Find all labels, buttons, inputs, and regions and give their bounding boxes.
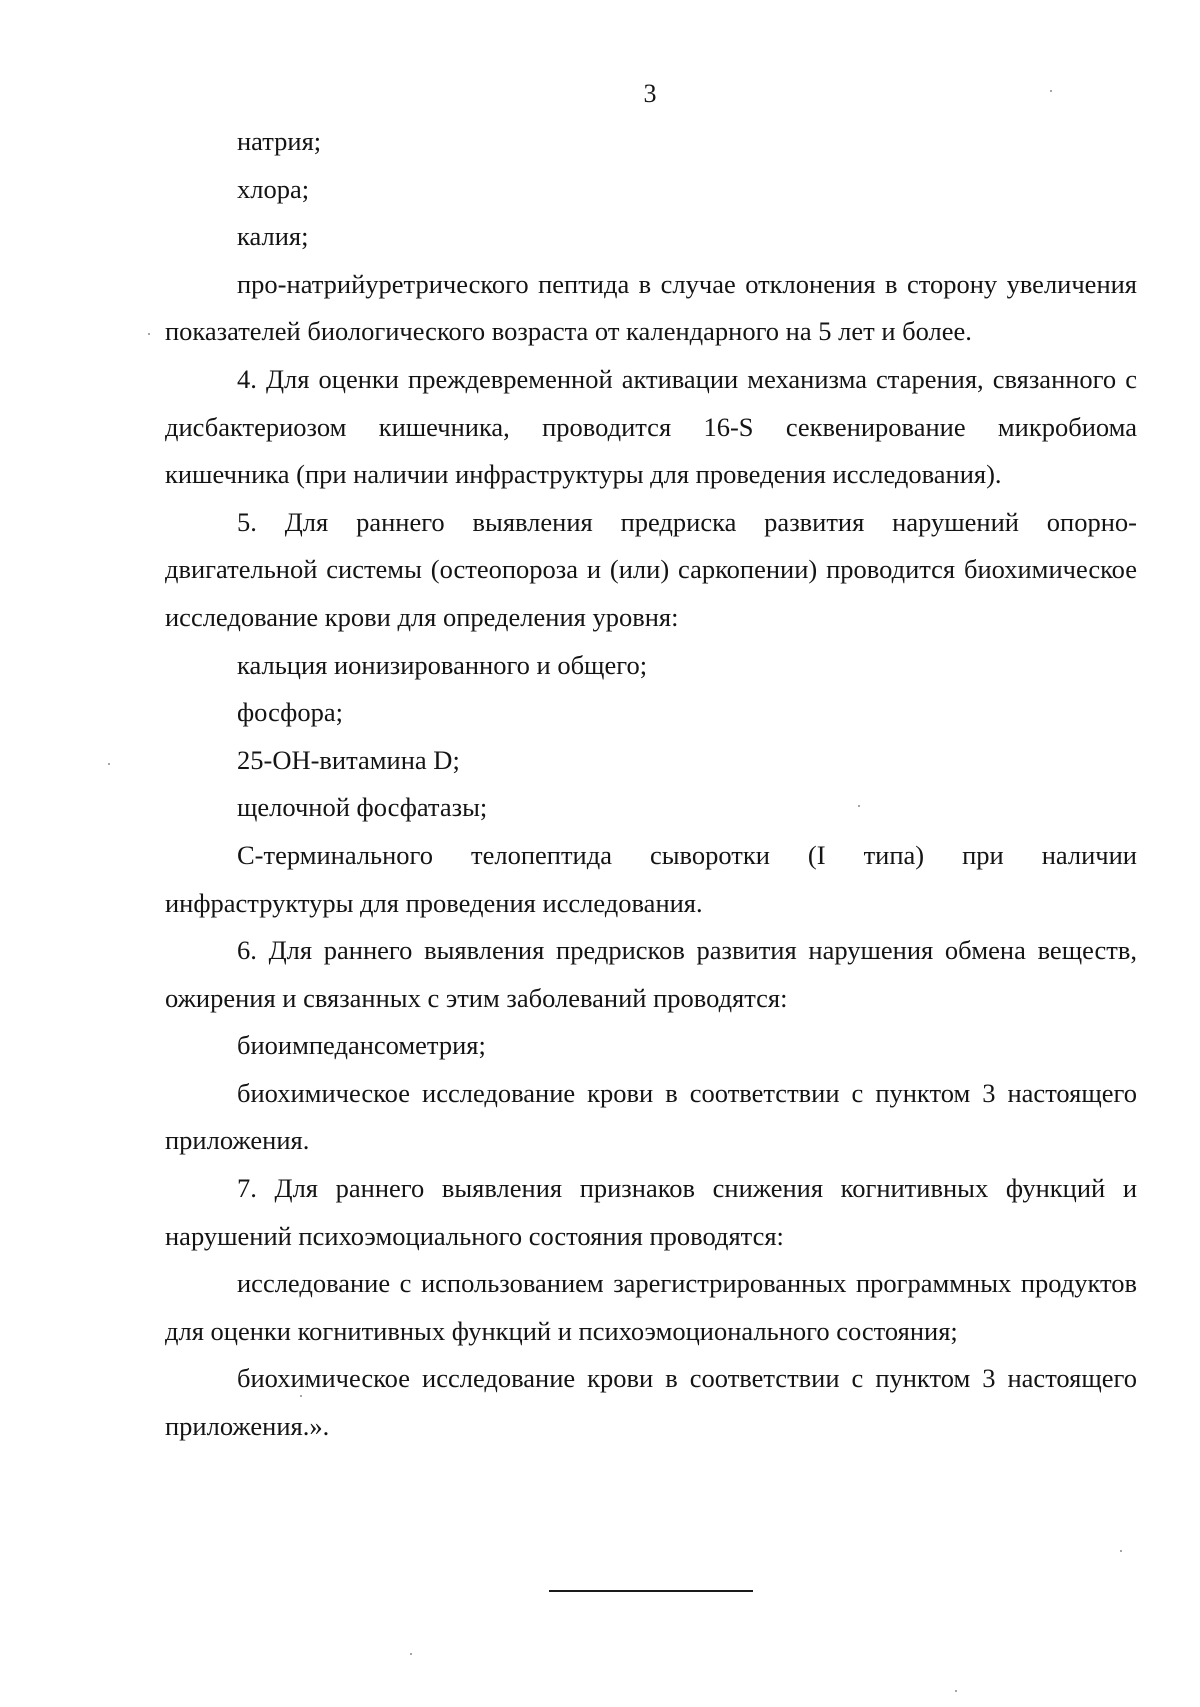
- scan-speck: [300, 1395, 302, 1397]
- list-item-potassium: калия;: [237, 221, 309, 252]
- list-item-chlorine: хлора;: [237, 173, 310, 204]
- list-item-phosphorus: фосфора;: [237, 697, 343, 728]
- scan-speck: [1120, 1550, 1122, 1552]
- list-item-biochem-blood-test-7: биохимическое исследование крови в соответствии с пунктом 3 настоящего приложения.».: [165, 1363, 1137, 1442]
- scan-speck: [410, 1653, 412, 1655]
- list-item-alkaline-phosphatase: щелочной фосфатазы;: [237, 792, 488, 823]
- document-body: [165, 118, 1137, 1451]
- list-item-calcium: кальция ионизированного и общего;: [237, 649, 648, 680]
- clause-5: 5. Для раннего выявления предриска развития нарушений опорно-двигательной системы (остеопороза и (или) саркопении) проводится биохимическое исследование крови для определения уровня:: [165, 506, 1137, 632]
- page-number: 3: [643, 79, 657, 108]
- scan-speck: [955, 1690, 957, 1692]
- list-item-vitamin-d: 25-ОН-витамина D;: [237, 744, 460, 775]
- scan-speck: [858, 805, 860, 807]
- clause-6: 6. Для раннего выявления предрисков развития нарушения обмена веществ, ожирения и связанных с этим заболеваний проводятся:: [165, 935, 1137, 1013]
- list-item-cognitive-software: исследование с использованием зарегистрированных программных продуктов для оценки когнитивных функций и психоэмоционального состояния;: [165, 1268, 1137, 1346]
- list-item-bioimpedance: биоимпедансометрия;: [237, 1030, 486, 1061]
- scan-speck: [148, 333, 150, 335]
- clause-7: 7. Для раннего выявления признаков снижения когнитивных функций и нарушений психоэмоциального состояния проводятся:: [165, 1173, 1137, 1251]
- list-item-c-telopeptide: С-терминального телопептида сыворотки (I типа) при наличии инфраструктуры для проведения исследования.: [165, 839, 1137, 918]
- closing-rule: [549, 1590, 753, 1592]
- clause-4: 4. Для оценки преждевременной активации механизма старения, связанного с дисбактериозом кишечника, проводится 16-S секвенирование микробиома кишечника (при наличии инфраструктуры для проведения исследования).: [165, 363, 1137, 490]
- list-item-natriuretic-peptide: про-натрийуретрического пептида в случае отклонения в сторону увеличения показателей биологического возраста от календарного на 5 лет и более.: [165, 268, 1137, 347]
- list-item-biochem-blood-test-6: биохимическое исследование крови в соответствии с пунктом 3 настоящего приложения.: [165, 1077, 1137, 1156]
- list-item-sodium: натрия;: [237, 126, 322, 156]
- scan-speck: [1050, 90, 1052, 92]
- scan-speck: [108, 763, 110, 765]
